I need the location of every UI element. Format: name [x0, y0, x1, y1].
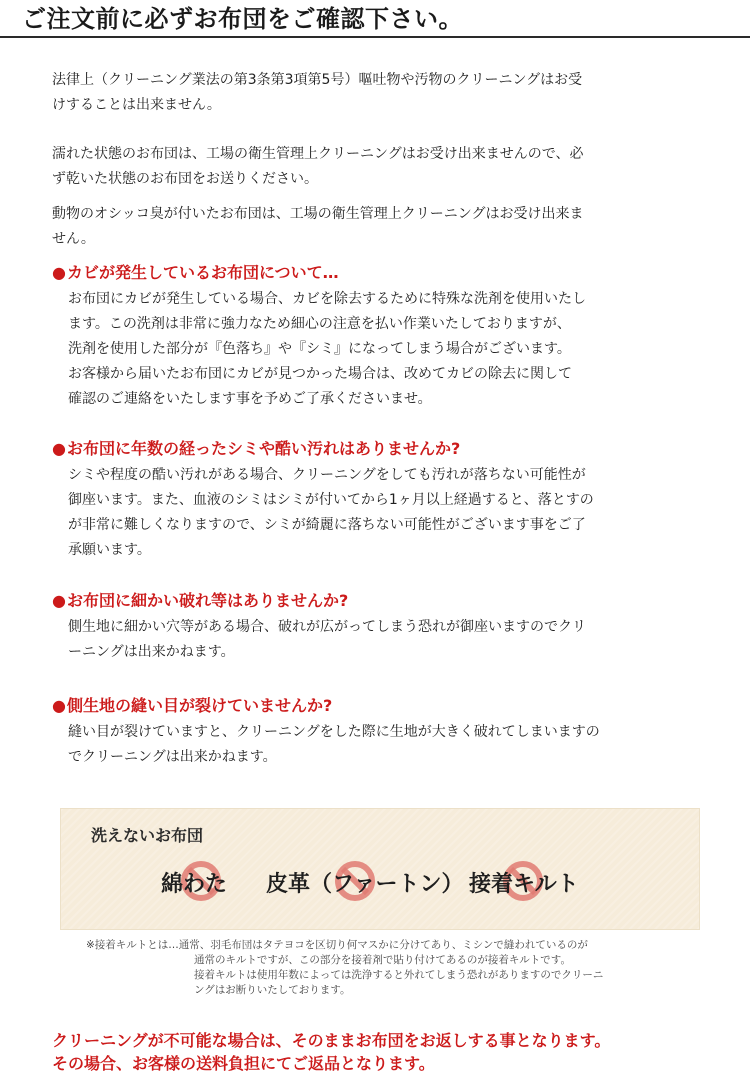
- body-line: が非常に難しくなりますので、シミが綺麗に落ちない可能性がございます事をご了: [68, 517, 586, 533]
- section-heading-text: 側生地の縫い目が裂けていませんか?: [66, 696, 333, 715]
- body-line: でクリーニングは出来かねます。: [68, 749, 277, 765]
- warning-line: クリーニングが不可能な場合は、そのままお布団をお返しする事となります。: [52, 1031, 611, 1050]
- body-line: 縫い目が裂けていますと、クリーニングをした際に生地が大きく破れてしまいますの: [68, 724, 600, 740]
- page-title: ご注文前に必ずお布団をご確認下さい。: [22, 5, 463, 33]
- section-heading-text: お布団に細かい破れ等はありませんか?: [66, 591, 349, 610]
- unwashable-item-bonded-quilt: 接着キルト: [469, 872, 579, 897]
- body-line: お布団にカビが発生している場合、カビを除去するために特殊な洗剤を使用いたし: [68, 291, 586, 307]
- body-line: お客様から届いたお布団にカビが見つかった場合は、改めてカビの除去に関して: [68, 366, 572, 382]
- return-policy-warning: [52, 1029, 742, 1075]
- panel-title: 洗えないお布団: [91, 826, 204, 845]
- unwashable-item-leather: 皮革（ファートン）: [266, 872, 464, 897]
- section-heading-stains: [52, 437, 712, 461]
- unwashable-futons-panel: [60, 808, 700, 930]
- body-line: 確認のご連絡をいたします事を予めご了承くださいませ。: [68, 391, 432, 407]
- body-line: 側生地に細かい穴等がある場合、破れが広がってしまう恐れが御座いますのでクリ: [68, 619, 586, 635]
- section-body-mold: [68, 287, 708, 412]
- unwashable-item-cotton: 綿わた: [161, 872, 228, 897]
- note-line: ングはお断りいたしております。: [194, 984, 351, 996]
- section-body-tears: [68, 615, 708, 665]
- section-heading-mold: [52, 261, 712, 285]
- note-line: ※接着キルトとは…通常、羽毛布団はタテヨコを区切り何マスかに分けてあり、ミシンで縫われているのが: [86, 939, 588, 951]
- section-heading-text: カビが発生しているお布団について…: [66, 263, 339, 282]
- paragraph-line: 濡れた状態のお布団は、工場の衛生管理上クリーニングはお受け出来ませんので、必: [52, 146, 584, 162]
- section-body-stains: [68, 463, 708, 563]
- bonded-quilt-note: [86, 938, 686, 998]
- section-heading-text: お布団に年数の経ったシミや酷い汚れはありませんか?: [66, 439, 461, 458]
- body-line: 御座います。また、血液のシミはシミが付いてから1ヶ月以上経過すると、落とすの: [68, 492, 594, 508]
- paragraph-line: ず乾いた状態のお布団をお送りください。: [52, 171, 318, 187]
- body-line: ます。この洗剤は非常に強力なため細心の注意を払い作業いたしておりますが、: [68, 316, 571, 332]
- bullet-icon: ●: [52, 696, 66, 715]
- panel-items: [61, 861, 701, 907]
- paragraph-line: せん。: [52, 231, 95, 247]
- bullet-icon: ●: [52, 591, 66, 610]
- note-line: 通常のキルトですが、この部分を接着剤で貼り付けてあるのが接着キルトです。: [194, 954, 571, 966]
- section-heading-seams: [52, 694, 712, 718]
- notice-paragraph-law: [52, 68, 702, 118]
- paragraph-line: けすることは出来ません。: [52, 97, 221, 113]
- section-heading-tears: [52, 589, 712, 613]
- paragraph-line: 法律上（クリーニング業法の第3条第3項第5号）嘔吐物や汚物のクリーニングはお受: [52, 72, 583, 88]
- notice-paragraph-pet-odor: [52, 202, 702, 252]
- title-divider: [0, 36, 750, 38]
- body-line: ーニングは出来かねます。: [68, 644, 235, 660]
- section-body-seams: [68, 720, 708, 770]
- bullet-icon: ●: [52, 263, 66, 282]
- body-line: 承願います。: [68, 542, 151, 558]
- paragraph-line: 動物のオシッコ臭が付いたお布団は、工場の衛生管理上クリーニングはお受け出来ま: [52, 206, 584, 222]
- note-line: 接着キルトは使用年数によっては洗浄すると外れてしまう恐れがありますのでクリーニ: [194, 969, 604, 981]
- warning-line: その場合、お客様の送料負担にてご返品となります。: [52, 1054, 435, 1073]
- bullet-icon: ●: [52, 439, 66, 458]
- notice-paragraph-wet: [52, 142, 702, 192]
- body-line: 洗剤を使用した部分が『色落ち』や『シミ』になってしまう場合がございます。: [68, 341, 571, 357]
- body-line: シミや程度の酷い汚れがある場合、クリーニングをしても汚れが落ちない可能性が: [68, 467, 586, 483]
